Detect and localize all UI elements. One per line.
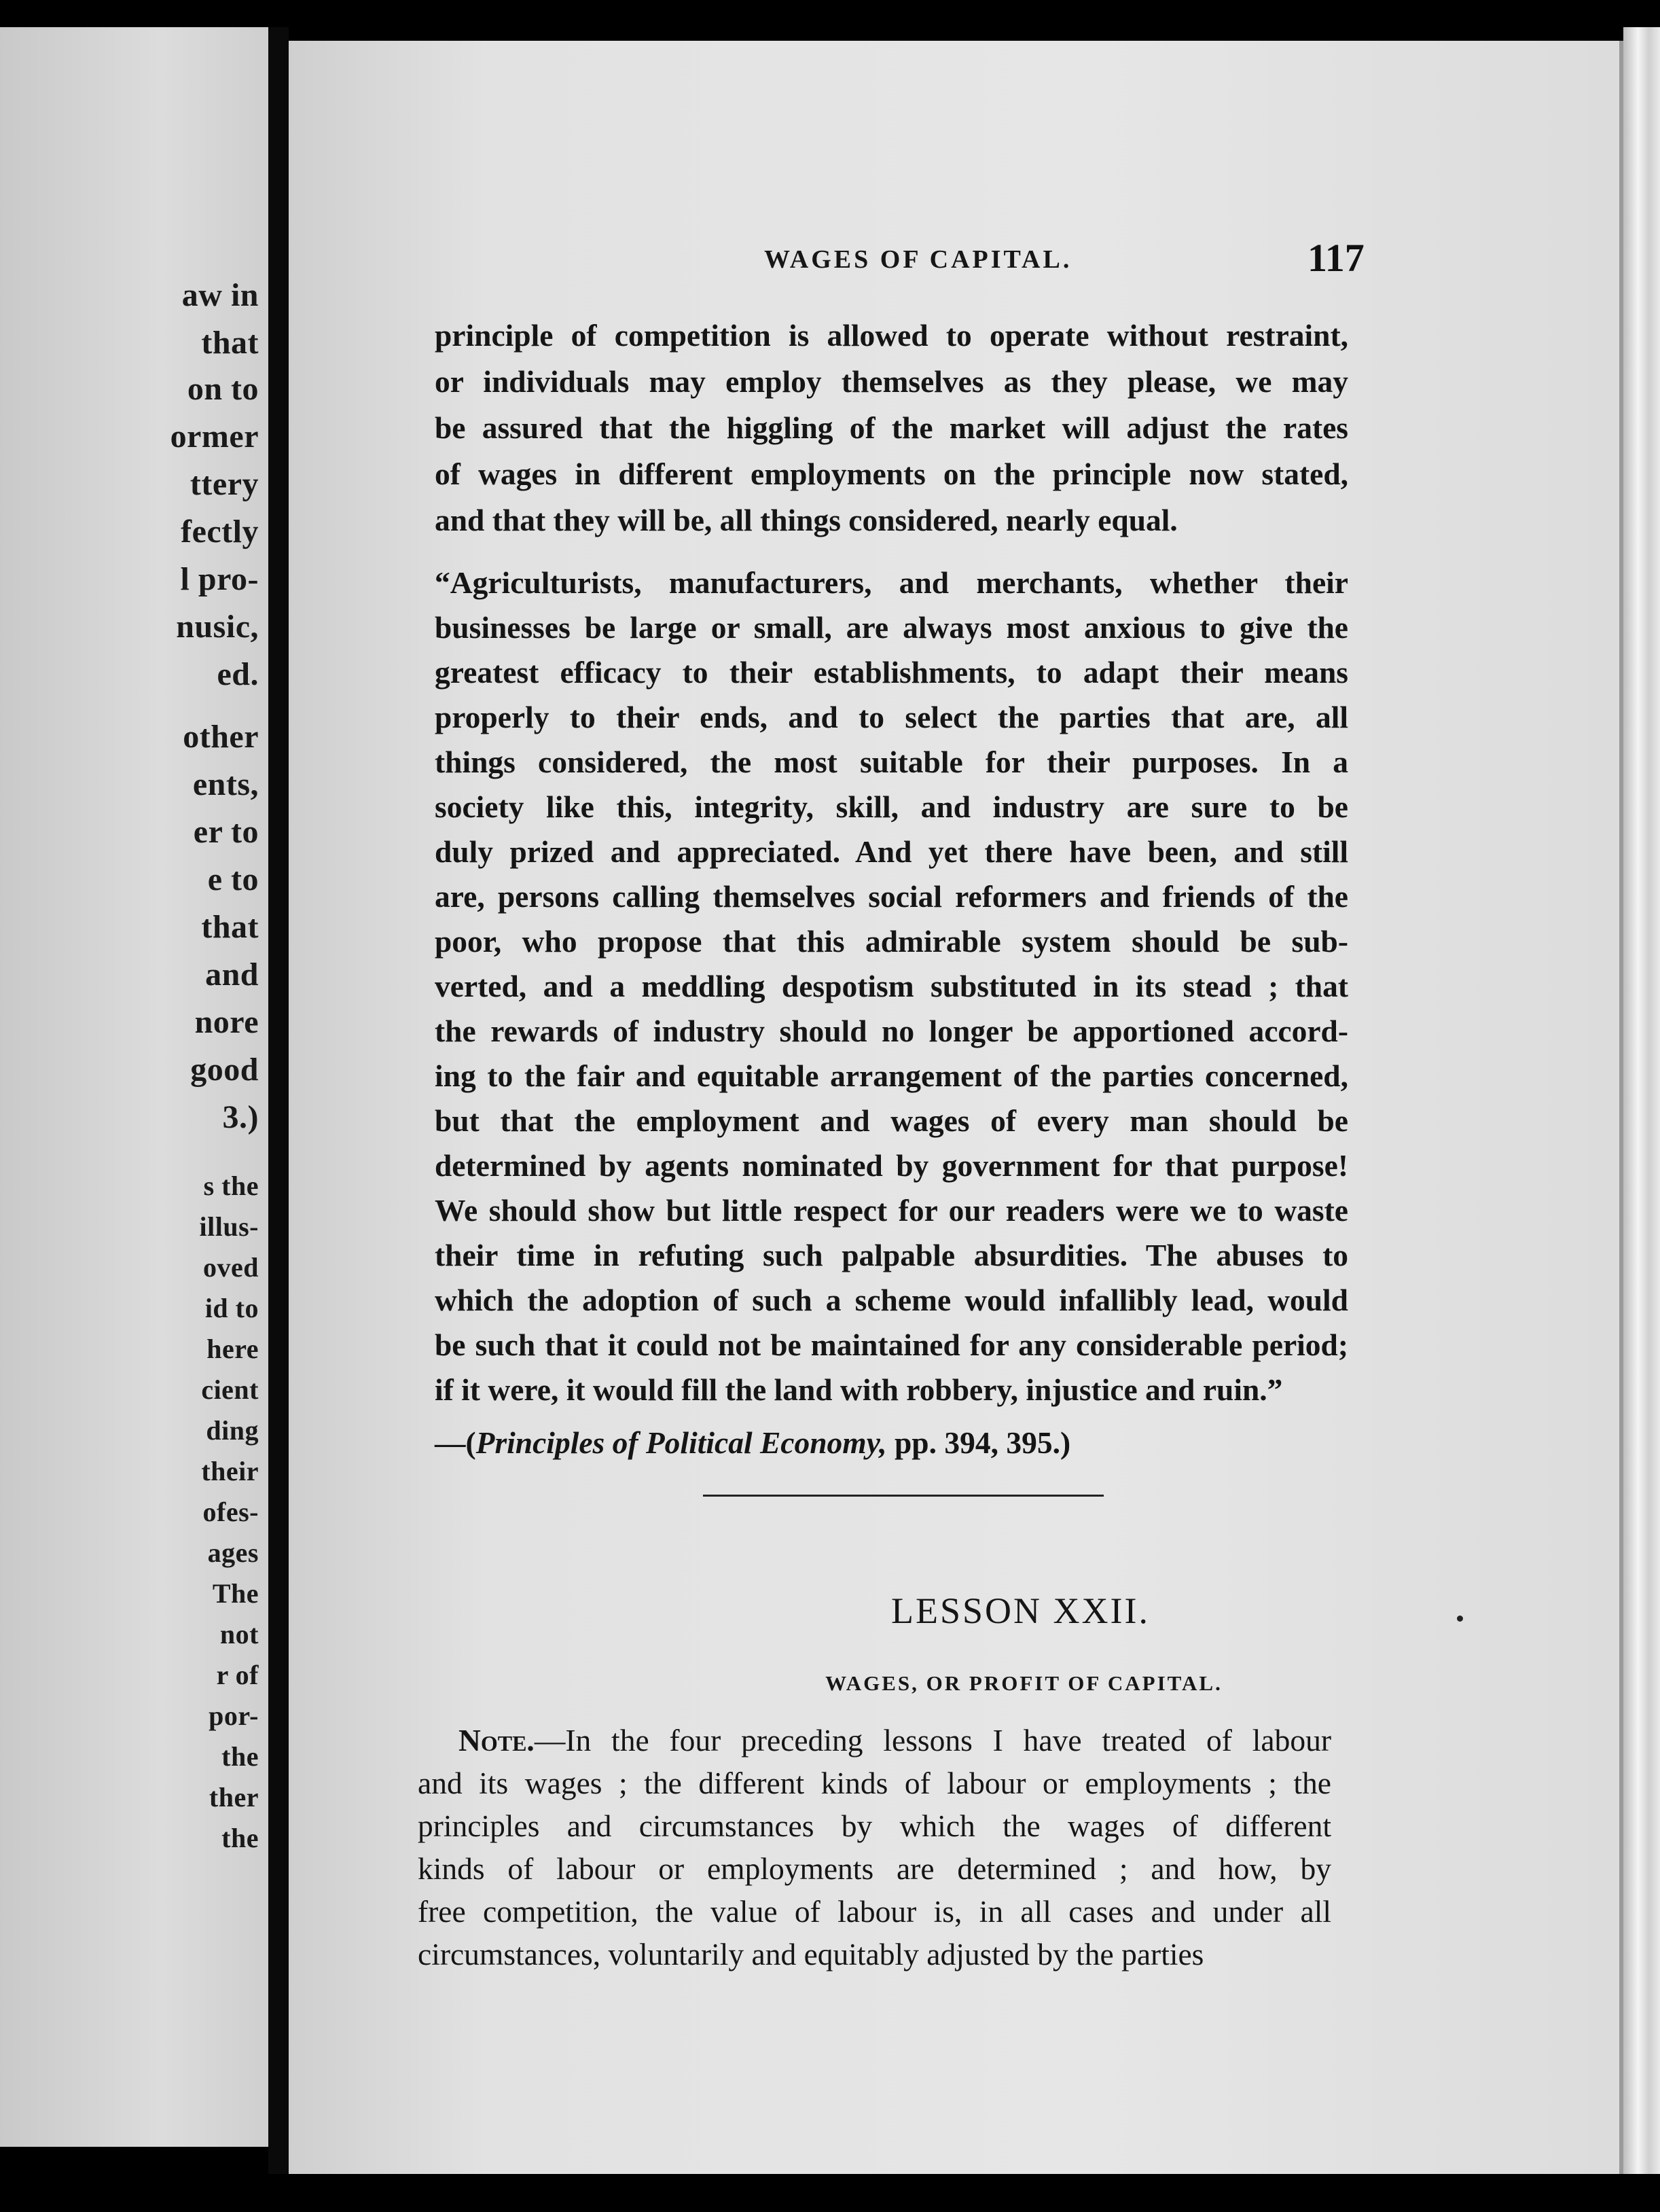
left-page-line-fragment: illus- bbox=[199, 1211, 259, 1242]
left-page-line-fragment: other bbox=[183, 719, 259, 755]
left-page-line-fragment: here bbox=[206, 1334, 259, 1364]
left-page-line-fragment: ed. bbox=[217, 656, 259, 692]
left-page-line-fragment: cient bbox=[201, 1374, 259, 1405]
text-line: society like this, integrity, skill, and industry are sure to be bbox=[435, 789, 1348, 824]
left-page-line-fragment: and bbox=[205, 957, 259, 993]
left-page-line-fragment: er to bbox=[193, 814, 259, 850]
text-line: which the adoption of such a scheme would infallibly lead, would bbox=[435, 1283, 1348, 1317]
section-divider bbox=[703, 1495, 1104, 1497]
book-gutter bbox=[268, 27, 289, 2188]
previous-page-fragment bbox=[0, 27, 268, 2147]
lesson-subtitle: WAGES, OR PROFIT OF CAPITAL. bbox=[825, 1671, 1223, 1695]
left-page-line-fragment: on to bbox=[187, 371, 259, 407]
text-line: determined by agents nominated by government for that purpose! bbox=[435, 1148, 1348, 1183]
left-page-line-fragment: oved bbox=[203, 1252, 259, 1283]
text-line: be such that it could not be maintained for any considerable period; bbox=[435, 1327, 1348, 1362]
left-page-line-fragment: the bbox=[221, 1823, 259, 1853]
stray-mark bbox=[1457, 1616, 1463, 1622]
running-head bbox=[289, 236, 1623, 299]
book-page bbox=[289, 41, 1623, 2174]
left-page-line-fragment: e to bbox=[207, 861, 259, 897]
text-line: the rewards of industry should no longer be apportioned accord- bbox=[435, 1014, 1348, 1048]
text-line: principle of competition is allowed to operate without restraint, bbox=[435, 318, 1348, 353]
text-line: be assured that the higgling of the market will adjust the rates bbox=[435, 410, 1348, 445]
text-line: businesses be large or small, are always most anxious to give the bbox=[435, 610, 1348, 645]
left-page-line-fragment: nore bbox=[194, 1004, 259, 1040]
left-page-line-fragment: ther bbox=[209, 1782, 259, 1813]
left-page-line-fragment: ormer bbox=[170, 418, 259, 454]
page-edges bbox=[1623, 27, 1660, 2188]
text-line: but that the employment and wages of every man should be bbox=[435, 1103, 1348, 1138]
left-page-line-fragment: good bbox=[190, 1052, 259, 1088]
paragraph-continuation bbox=[435, 313, 1348, 543]
left-page-line-fragment: l pro- bbox=[180, 561, 259, 597]
citation-title: Principles of Political Economy, bbox=[475, 1425, 887, 1460]
left-page-line-fragment: ttery bbox=[190, 466, 259, 502]
text-line: ing to the fair and equitable arrangement of the parties concerned, bbox=[435, 1058, 1348, 1093]
text-line: their time in refuting such palpable absurdities. The abuses to bbox=[435, 1238, 1348, 1272]
left-page-line-fragment: ding bbox=[206, 1415, 259, 1446]
left-page-line-fragment: ages bbox=[207, 1537, 259, 1568]
scan-bottom-border bbox=[0, 2174, 1660, 2212]
text-line: or individuals may employ themselves as they please, we may bbox=[435, 364, 1348, 399]
left-page-line-fragment: The bbox=[212, 1578, 259, 1609]
citation bbox=[435, 1420, 1348, 1466]
quoted-paragraph bbox=[435, 560, 1348, 1412]
note-line: circumstances, voluntarily and equitably adjusted by the parties bbox=[418, 1937, 1204, 1972]
text-line: poor, who propose that this admirable system should be sub- bbox=[435, 924, 1348, 959]
left-page-line-fragment: nusic, bbox=[176, 609, 259, 645]
left-page-line-fragment: r of bbox=[216, 1660, 259, 1690]
citation-suffix: pp. 394, 395.) bbox=[886, 1425, 1071, 1460]
note-line: free competition, the value of labour is, in all cases and under all bbox=[418, 1894, 1331, 1929]
left-page-line-fragment: ofes- bbox=[202, 1497, 259, 1527]
left-page-line-fragment: s the bbox=[203, 1171, 259, 1201]
left-page-line-fragment: 3.) bbox=[222, 1099, 259, 1135]
text-line: greatest efficacy to their establishments, to adapt their means bbox=[435, 655, 1348, 690]
text-line: of wages in different employments on the principle now stated, bbox=[435, 457, 1348, 491]
note-line bbox=[418, 1719, 1331, 1762]
left-page-line-fragment: that bbox=[201, 325, 259, 361]
lesson-title: LESSON XXII. bbox=[891, 1590, 1150, 1631]
citation-prefix: —( bbox=[435, 1425, 476, 1460]
text-line: are, persons calling themselves social reformers and friends of the bbox=[435, 879, 1348, 914]
text-line: duly prized and appreciated. And yet there have been, and still bbox=[435, 834, 1348, 869]
note-line-text: —In the four preceding lessons I have treated of labour bbox=[534, 1723, 1331, 1758]
note-line: principles and circumstances by which the wages of different bbox=[418, 1808, 1331, 1843]
text-line: verted, and a meddling despotism substituted in its stead ; that bbox=[435, 969, 1348, 1003]
page-number: 117 bbox=[1307, 236, 1365, 280]
note-line: kinds of labour or employments are determined ; and how, by bbox=[418, 1851, 1331, 1886]
note-label: Note. bbox=[458, 1723, 535, 1758]
text-line: We should show but little respect for our readers were we to waste bbox=[435, 1193, 1348, 1228]
text-line: and that they will be, all things considered, nearly equal. bbox=[435, 503, 1178, 537]
left-page-line-fragment: por- bbox=[209, 1700, 259, 1731]
scan-top-border bbox=[0, 0, 1660, 27]
left-page-line-fragment: that bbox=[201, 909, 259, 945]
left-page-line-fragment: their bbox=[201, 1456, 259, 1486]
left-page-line-fragment: ents, bbox=[192, 766, 259, 802]
left-page-line-fragment: the bbox=[221, 1741, 259, 1772]
left-page-line-fragment: not bbox=[219, 1619, 259, 1649]
left-page-line-fragment: id to bbox=[204, 1293, 259, 1323]
note-paragraph bbox=[418, 1719, 1331, 1976]
text-line: things considered, the most suitable for their purposes. In a bbox=[435, 745, 1348, 779]
left-page-line-fragment: fectly bbox=[181, 514, 259, 550]
text-line: “Agriculturists, manufacturers, and merchants, whether their bbox=[435, 565, 1348, 600]
left-page-line-fragment: aw in bbox=[181, 277, 259, 313]
text-line: properly to their ends, and to select the parties that are, all bbox=[435, 700, 1348, 734]
running-title: WAGES OF CAPITAL. bbox=[764, 245, 1072, 274]
note-line: and its wages ; the different kinds of labour or employments ; the bbox=[418, 1766, 1331, 1800]
text-line: if it were, it would fill the land with robbery, injustice and ruin.” bbox=[435, 1372, 1283, 1407]
